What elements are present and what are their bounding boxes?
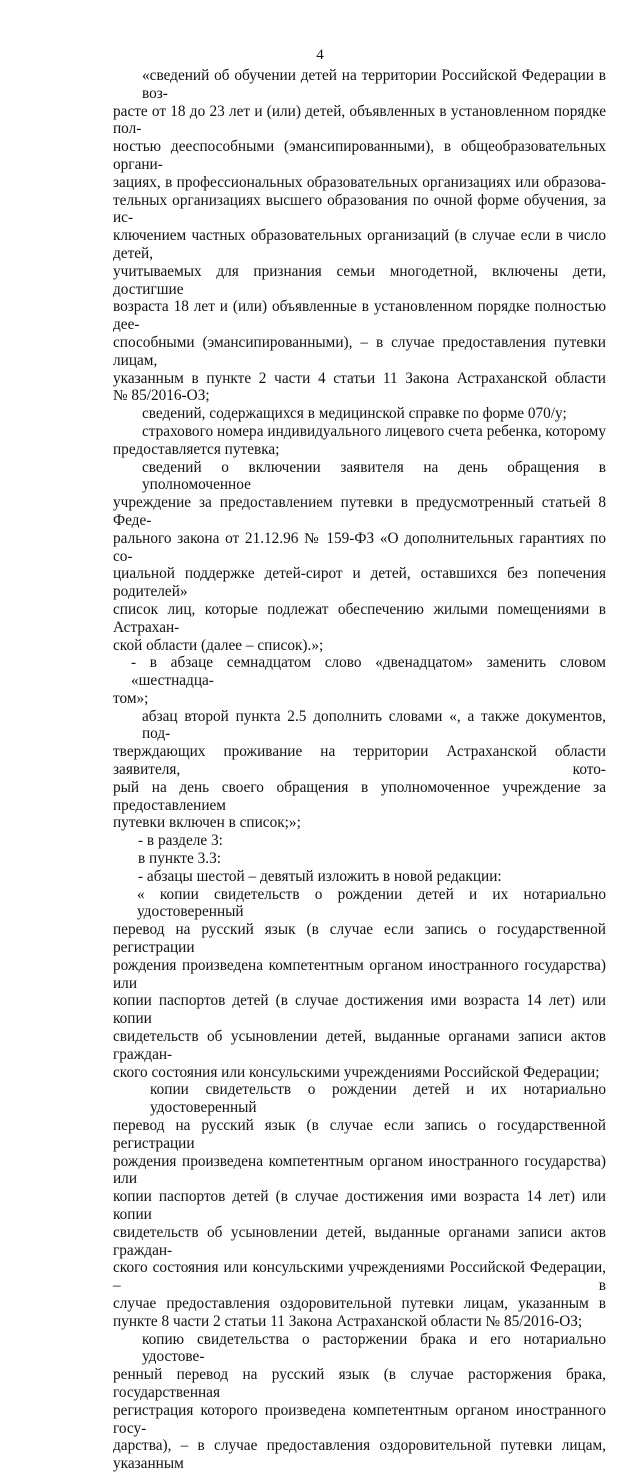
text-line: свидетельств об усыновлении детей, выданные органами записи актов граждан- [113,1223,606,1259]
paragraph-divorce-certificate [113,1331,606,1473]
text-line: ключением частных образовательных организаций (в случае если в число детей, [113,227,606,262]
text-line: пункте 8 части 2 статьи 11 Закона Астраханской области № 85/2016-ОЗ; [113,1312,583,1330]
paragraph-insurance-number [113,423,606,459]
text-line: в пункте 3.3: [138,850,221,868]
text-line: рального закона от 21.12.96 № 159-ФЗ «О дополнительных гарантиях по со- [113,529,606,565]
paragraph-point-3-3 [113,850,606,868]
text-line: сведений, содержащихся в медицинской справке по форме 070/у; [142,405,567,423]
text-line: тверждающих проживание на территории Астраханской области заявителя, кото- [113,743,606,779]
text-line: копии паспортов детей (в случае достижения ими возраста 14 лет) или копии [113,1188,606,1223]
text-line: ского состояния или консульскими учреждениями Российской Федерации; [113,1063,600,1081]
text-line: список лиц, которые подлежат обеспечению жилыми помещениями в Астрахан- [113,600,606,636]
page-number: 4 [316,47,324,63]
text-line: возраста 18 лет и (или) объявленные в установленном порядке полностью дее- [113,298,606,334]
text-line: указанным в пункте 2 части 4 статьи 11 Закона Астраханской области [113,369,606,387]
paragraph-medical-certificate [113,405,606,423]
text-line: тельных организациях высшего образования по очной форме обучения, за ис- [113,191,606,227]
paragraph-new-edition [113,868,606,886]
text-line: - в разделе 3: [138,832,223,850]
text-line: зациях, в профессиональных образовательных организациях или образова- [113,173,606,191]
text-line: предоставляется путевка; [113,440,280,458]
text-line: - абзацы шестой – девятый изложить в новой редакции: [138,867,502,885]
text-line: ского состояния или консульскими учреждениями Российской Федерации, – в [113,1259,606,1295]
text-line: рождения произведена компетентным органом иностранного государства) или [113,1152,606,1188]
text-line: дарства), – в случае предоставления оздоровительной путевки лицам, указанным [113,1437,606,1473]
text-line: учитываемых для признания семьи многодетной, включены дети, достигшие [113,262,606,298]
paragraph-point-2-5 [113,708,606,833]
text-line: свидетельств об усыновлении детей, выданные органами записи актов граждан- [113,1028,606,1063]
text-line: - в абзаце семнадцатом слово «двенадцатом» заменить словом «шестнадца- [131,654,606,690]
paragraph-birth-certificates-voucher [113,1081,606,1330]
text-line: перевод на русский язык (в случае если запись о государственной регистрации [113,921,606,957]
text-line: том»; [113,689,149,707]
text-line: « копии свидетельств о рождении детей и их нотариально удостоверенный [137,885,606,921]
text-line: абзац второй пункта 2.5 дополнить словами «, а также документов, под- [142,707,606,743]
text-line: регистрация которого произведена компетентным органом иностранного госу- [113,1401,606,1437]
text-line: рождения произведена компетентным органом иностранного государства) или [113,956,606,992]
text-line: ностью дееспособными (эмансипированными), в общеобразовательных органи- [113,138,606,173]
text-line: расте от 18 до 23 лет и (или) детей, объявленных в установленном порядке пол- [113,102,606,138]
text-line: копии паспортов детей (в случае достижения ими возраста 14 лет) или копии [113,992,606,1028]
text-line: циальной поддержке детей-сирот и детей, оставшихся без попечения родителей» [113,565,606,601]
text-line: случае предоставления оздоровительной путевки лицам, указанным в [113,1294,606,1312]
text-line: рый на день своего обращения в уполномоченное учреждение за предоставлением [113,778,606,814]
text-line: учреждение за предоставлением путевки в предусмотренный статьей 8 Феде- [113,494,606,529]
document-body [113,67,606,1473]
text-line: ренный перевод на русский язык (в случае расторжения брака, государственная [113,1366,606,1401]
text-line: копию свидетельства о расторжении брака и его нотариально удостове- [142,1330,606,1366]
text-line: сведений о включении заявителя на день обращения в уполномоченное [142,458,606,494]
paragraph-birth-certificates [113,886,606,1082]
text-line: путевки включен в список;»; [113,814,301,832]
text-line: ской области (далее – список).»; [113,636,324,654]
paragraph-education-info [113,67,606,405]
text-line: перевод на русский язык (в случае если запись о государственной регистрации [113,1117,606,1152]
paragraph-amendment-17 [113,654,606,707]
paragraph-applicant-list [113,459,606,655]
text-line: копии свидетельств о рождении детей и их нотариально удостоверенный [150,1081,606,1117]
text-line: «сведений об обучении детей на территории Российской Федерации в воз- [142,67,606,102]
paragraph-section-3 [113,832,606,850]
text-line: страхового номера индивидуального лицевого счета ребенка, которому [142,422,606,440]
text-line: способными (эмансипированными), – в случае предоставления путевки лицам, [113,333,606,369]
text-line: № 85/2016-ОЗ; [113,387,210,405]
